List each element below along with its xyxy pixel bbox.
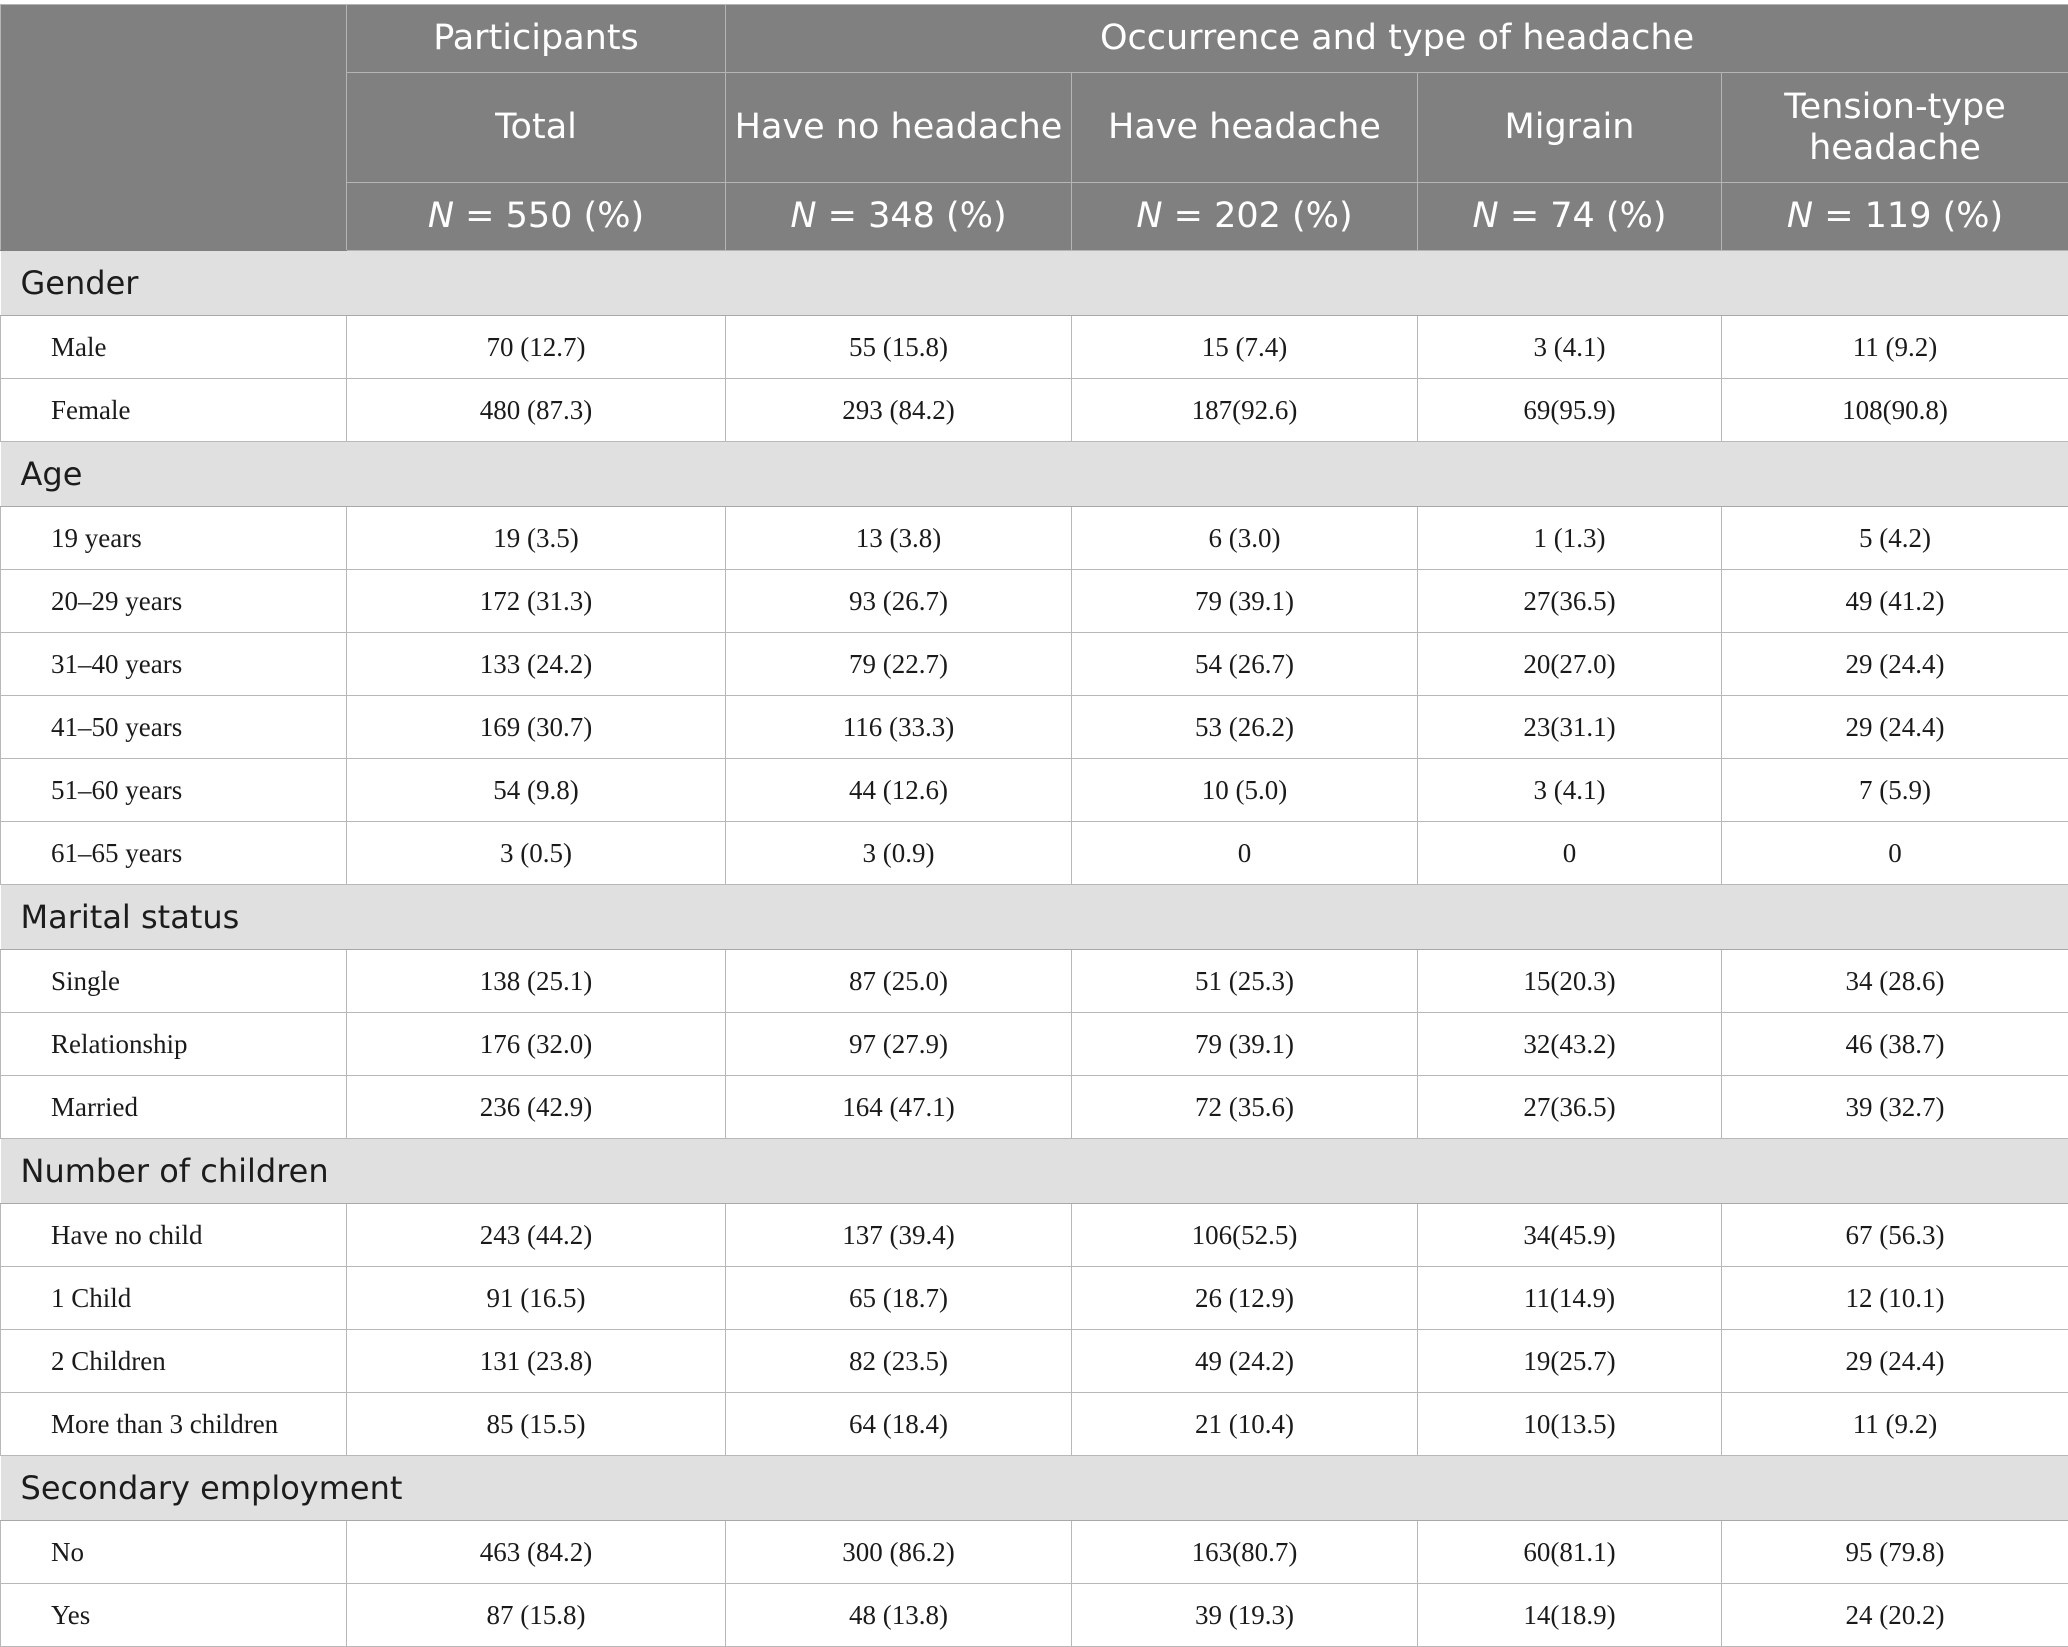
n-value: = 119 (%) xyxy=(1813,196,2003,236)
table-cell: 67 (56.3) xyxy=(1722,1204,2068,1267)
table-cell: 91 (16.5) xyxy=(347,1267,726,1330)
table-cell: 480 (87.3) xyxy=(347,379,726,442)
table-row xyxy=(1,1393,2068,1456)
table-cell: 87 (15.8) xyxy=(347,1584,726,1647)
table-cell: 79 (22.7) xyxy=(726,633,1072,696)
table-cell: 46 (38.7) xyxy=(1722,1013,2068,1076)
n-value: = 550 (%) xyxy=(454,196,644,236)
n-count-tension-type xyxy=(1722,183,2068,251)
n-label: N xyxy=(428,196,454,236)
table-cell: 97 (27.9) xyxy=(726,1013,1072,1076)
table-cell: 13 (3.8) xyxy=(726,507,1072,570)
n-count-no-headache xyxy=(726,183,1072,251)
table-cell: 3 (4.1) xyxy=(1418,316,1722,379)
table-cell: 20(27.0) xyxy=(1418,633,1722,696)
table-cell: 48 (13.8) xyxy=(726,1584,1072,1647)
column-header-total: Total xyxy=(347,73,726,183)
row-label: Male xyxy=(1,316,347,379)
table-cell: 131 (23.8) xyxy=(347,1330,726,1393)
table-cell: 12 (10.1) xyxy=(1722,1267,2068,1330)
table-cell: 21 (10.4) xyxy=(1072,1393,1418,1456)
table-row xyxy=(1,1076,2068,1139)
table-cell: 19(25.7) xyxy=(1418,1330,1722,1393)
n-count-have-headache xyxy=(1072,183,1418,251)
table-row xyxy=(1,1013,2068,1076)
table-cell: 29 (24.4) xyxy=(1722,633,2068,696)
table-cell: 87 (25.0) xyxy=(726,950,1072,1013)
row-label: More than 3 children xyxy=(1,1393,347,1456)
table-row xyxy=(1,316,2068,379)
table-row xyxy=(1,1584,2068,1647)
table-row xyxy=(1,570,2068,633)
row-label: 1 Child xyxy=(1,1267,347,1330)
table-row xyxy=(1,822,2068,885)
table-cell: 10(13.5) xyxy=(1418,1393,1722,1456)
column-header-migrain: Migrain xyxy=(1418,73,1722,183)
table-cell: 55 (15.8) xyxy=(726,316,1072,379)
row-label: Relationship xyxy=(1,1013,347,1076)
table-row xyxy=(1,696,2068,759)
table-cell: 0 xyxy=(1722,822,2068,885)
n-value: = 74 (%) xyxy=(1499,196,1667,236)
table-cell: 79 (39.1) xyxy=(1072,1013,1418,1076)
table-cell: 164 (47.1) xyxy=(726,1076,1072,1139)
n-count-total xyxy=(347,183,726,251)
table-cell: 32(43.2) xyxy=(1418,1013,1722,1076)
table-row xyxy=(1,633,2068,696)
row-label: 41–50 years xyxy=(1,696,347,759)
column-header-have-headache: Have headache xyxy=(1072,73,1418,183)
section-title: Secondary employment xyxy=(1,1456,2068,1521)
table-cell: 187(92.6) xyxy=(1072,379,1418,442)
table-cell: 0 xyxy=(1072,822,1418,885)
table-cell: 19 (3.5) xyxy=(347,507,726,570)
row-label: Female xyxy=(1,379,347,442)
table-cell: 72 (35.6) xyxy=(1072,1076,1418,1139)
row-label: Yes xyxy=(1,1584,347,1647)
n-count-migrain xyxy=(1418,183,1722,251)
table-cell: 15(20.3) xyxy=(1418,950,1722,1013)
table-cell: 29 (24.4) xyxy=(1722,1330,2068,1393)
table-cell: 169 (30.7) xyxy=(347,696,726,759)
table-cell: 49 (24.2) xyxy=(1072,1330,1418,1393)
table-header xyxy=(1,5,2068,251)
table-cell: 39 (19.3) xyxy=(1072,1584,1418,1647)
table-cell: 26 (12.9) xyxy=(1072,1267,1418,1330)
table-cell: 93 (26.7) xyxy=(726,570,1072,633)
participants-header: Participants xyxy=(347,5,726,73)
table-cell: 95 (79.8) xyxy=(1722,1521,2068,1584)
row-label: 31–40 years xyxy=(1,633,347,696)
table-cell: 138 (25.1) xyxy=(347,950,726,1013)
table-cell: 133 (24.2) xyxy=(347,633,726,696)
headache-demographics-table xyxy=(0,4,2068,1647)
row-label: Married xyxy=(1,1076,347,1139)
table-cell: 15 (7.4) xyxy=(1072,316,1418,379)
table-cell: 10 (5.0) xyxy=(1072,759,1418,822)
row-label: 19 years xyxy=(1,507,347,570)
table-cell: 7 (5.9) xyxy=(1722,759,2068,822)
section-title: Gender xyxy=(1,251,2068,316)
n-label: N xyxy=(1473,196,1499,236)
table-cell: 116 (33.3) xyxy=(726,696,1072,759)
table-cell: 54 (26.7) xyxy=(1072,633,1418,696)
table-cell: 106(52.5) xyxy=(1072,1204,1418,1267)
table-cell: 11 (9.2) xyxy=(1722,316,2068,379)
column-header-tension-type: Tension-type headache xyxy=(1722,73,2068,183)
table-cell: 108(90.8) xyxy=(1722,379,2068,442)
column-header-no-headache: Have no headache xyxy=(726,73,1072,183)
table-cell: 79 (39.1) xyxy=(1072,570,1418,633)
table-cell: 163(80.7) xyxy=(1072,1521,1418,1584)
row-label: 20–29 years xyxy=(1,570,347,633)
table-cell: 293 (84.2) xyxy=(726,379,1072,442)
section-title: Age xyxy=(1,442,2068,507)
corner-cell xyxy=(1,5,347,251)
table-row xyxy=(1,1330,2068,1393)
table-cell: 39 (32.7) xyxy=(1722,1076,2068,1139)
table-cell: 29 (24.4) xyxy=(1722,696,2068,759)
n-label: N xyxy=(790,196,816,236)
table-cell: 54 (9.8) xyxy=(347,759,726,822)
table-cell: 3 (0.9) xyxy=(726,822,1072,885)
table-cell: 300 (86.2) xyxy=(726,1521,1072,1584)
table-cell: 82 (23.5) xyxy=(726,1330,1072,1393)
section-row xyxy=(1,885,2068,950)
section-title: Number of children xyxy=(1,1139,2068,1204)
table-cell: 5 (4.2) xyxy=(1722,507,2068,570)
table-row xyxy=(1,1204,2068,1267)
table-cell: 64 (18.4) xyxy=(726,1393,1072,1456)
table-cell: 3 (0.5) xyxy=(347,822,726,885)
table-cell: 53 (26.2) xyxy=(1072,696,1418,759)
section-row xyxy=(1,1456,2068,1521)
table-cell: 14(18.9) xyxy=(1418,1584,1722,1647)
section-row xyxy=(1,442,2068,507)
table-row xyxy=(1,950,2068,1013)
n-value: = 202 (%) xyxy=(1163,196,1353,236)
table-cell: 3 (4.1) xyxy=(1418,759,1722,822)
table-cell: 11(14.9) xyxy=(1418,1267,1722,1330)
table-cell: 60(81.1) xyxy=(1418,1521,1722,1584)
table-cell: 51 (25.3) xyxy=(1072,950,1418,1013)
table-cell: 11 (9.2) xyxy=(1722,1393,2068,1456)
table-cell: 176 (32.0) xyxy=(347,1013,726,1076)
table-cell: 34 (28.6) xyxy=(1722,950,2068,1013)
row-label: Have no child xyxy=(1,1204,347,1267)
row-label: No xyxy=(1,1521,347,1584)
section-row xyxy=(1,1139,2068,1204)
table-cell: 65 (18.7) xyxy=(726,1267,1072,1330)
table-cell: 463 (84.2) xyxy=(347,1521,726,1584)
table-row xyxy=(1,1521,2068,1584)
table-row xyxy=(1,1267,2068,1330)
table-cell: 23(31.1) xyxy=(1418,696,1722,759)
row-label: 61–65 years xyxy=(1,822,347,885)
n-label: N xyxy=(1787,196,1813,236)
table-body xyxy=(1,251,2068,1647)
table-cell: 172 (31.3) xyxy=(347,570,726,633)
table-cell: 236 (42.9) xyxy=(347,1076,726,1139)
section-title: Marital status xyxy=(1,885,2068,950)
table-cell: 27(36.5) xyxy=(1418,570,1722,633)
table-cell: 85 (15.5) xyxy=(347,1393,726,1456)
table-row xyxy=(1,379,2068,442)
table-cell: 137 (39.4) xyxy=(726,1204,1072,1267)
table-cell: 49 (41.2) xyxy=(1722,570,2068,633)
occurrence-header: Occurrence and type of headache xyxy=(726,5,2068,73)
section-row xyxy=(1,251,2068,316)
table-row xyxy=(1,507,2068,570)
table-cell: 24 (20.2) xyxy=(1722,1584,2068,1647)
table-cell: 243 (44.2) xyxy=(347,1204,726,1267)
row-label: Single xyxy=(1,950,347,1013)
row-label: 51–60 years xyxy=(1,759,347,822)
table-cell: 69(95.9) xyxy=(1418,379,1722,442)
n-value: = 348 (%) xyxy=(817,196,1007,236)
table-cell: 27(36.5) xyxy=(1418,1076,1722,1139)
table-cell: 6 (3.0) xyxy=(1072,507,1418,570)
table-cell: 34(45.9) xyxy=(1418,1204,1722,1267)
table-cell: 70 (12.7) xyxy=(347,316,726,379)
table-cell: 0 xyxy=(1418,822,1722,885)
table-cell: 44 (12.6) xyxy=(726,759,1072,822)
table-cell: 1 (1.3) xyxy=(1418,507,1722,570)
table-row xyxy=(1,759,2068,822)
row-label: 2 Children xyxy=(1,1330,347,1393)
n-label: N xyxy=(1136,196,1162,236)
